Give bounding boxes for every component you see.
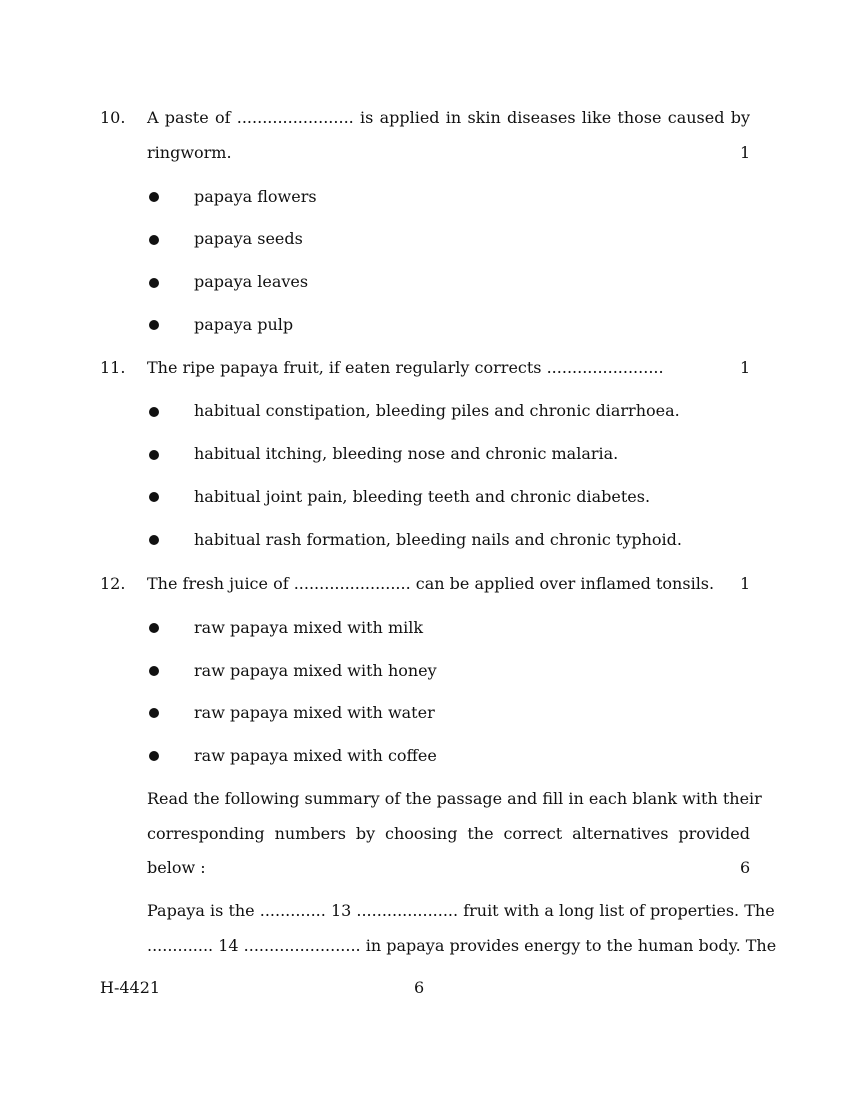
bullet-icon	[149, 708, 159, 718]
instruction-line-1: Read the following summary of the passage and fill in each blank with their	[147, 789, 762, 808]
question-11-option-1: habitual constipation, bleeding piles and chronic diarrhoea.	[194, 401, 680, 420]
instruction-line-3: below :	[147, 858, 206, 877]
question-10-option-2: papaya seeds	[194, 229, 303, 248]
instruction-line-2: corresponding numbers by choosing the correct alternatives provided	[147, 824, 750, 843]
question-11-number: 11.	[100, 358, 126, 377]
question-12-marks: 1	[740, 574, 751, 593]
bullet-icon	[149, 492, 159, 502]
question-11-text: The ripe papaya fruit, if eaten regularly corrects .......................	[147, 358, 664, 377]
bullet-icon	[149, 751, 159, 761]
page-number: 6	[414, 978, 425, 997]
bullet-icon	[149, 535, 159, 545]
question-12-option-2: raw papaya mixed with honey	[194, 661, 437, 680]
question-12-option-4: raw papaya mixed with coffee	[194, 746, 437, 765]
question-10-option-3: papaya leaves	[194, 272, 309, 291]
bullet-icon	[149, 666, 159, 676]
question-10-text-cont: ringworm.	[147, 143, 232, 162]
paper-code: H-4421	[100, 978, 161, 997]
question-11-option-4: habitual rash formation, bleeding nails and chronic typhoid.	[194, 530, 682, 549]
question-12-option-3: raw papaya mixed with water	[194, 703, 435, 722]
question-11-option-2: habitual itching, bleeding nose and chronic malaria.	[194, 444, 619, 463]
summary-line-2: ............. 14 ....................... in papaya provides energy to the human body. The	[147, 936, 777, 955]
question-11-marks: 1	[740, 358, 751, 377]
question-12-number: 12.	[100, 574, 126, 593]
bullet-icon	[149, 192, 159, 202]
instruction-marks: 6	[740, 858, 751, 877]
question-12-text: The fresh juice of ....................... can be applied over inflamed tonsils.	[147, 574, 715, 593]
question-10-text: A paste of ....................... is applied in skin diseases like those caused by	[147, 108, 750, 127]
bullet-icon	[149, 235, 159, 245]
bullet-icon	[149, 320, 159, 330]
question-10-number: 10.	[100, 108, 126, 127]
bullet-icon	[149, 623, 159, 633]
question-10-option-1: papaya flowers	[194, 187, 317, 206]
summary-line-1: Papaya is the ............. 13 .................... fruit with a long list of properties. The	[147, 901, 775, 920]
question-12-option-1: raw papaya mixed with milk	[194, 618, 424, 637]
bullet-icon	[149, 278, 159, 288]
bullet-icon	[149, 450, 159, 460]
question-10-marks: 1	[740, 143, 751, 162]
question-10-option-4: papaya pulp	[194, 315, 294, 334]
question-11-option-3: habitual joint pain, bleeding teeth and chronic diabetes.	[194, 487, 651, 506]
bullet-icon	[149, 407, 159, 417]
